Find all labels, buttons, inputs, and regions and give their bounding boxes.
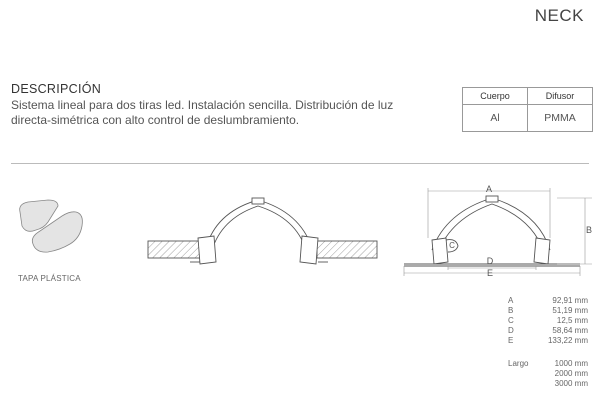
dimension-row	[508, 306, 588, 316]
spec-header-difusor: Difusor	[528, 88, 593, 105]
dimension-value: 58,64 mm	[552, 326, 588, 335]
length-row	[508, 359, 588, 369]
dimension-key: A	[508, 296, 514, 305]
section-title: DESCRIPCIÓN	[11, 82, 102, 96]
product-name: NECK	[534, 6, 584, 25]
spec-header-cuerpo: Cuerpo	[463, 88, 528, 105]
dimension-value: 51,19 mm	[552, 306, 588, 315]
dimension-row	[508, 336, 588, 346]
dimension-value: 12,5 mm	[556, 316, 588, 325]
length-value: 3000 mm	[554, 379, 588, 388]
spec-value-cuerpo: Al	[463, 105, 528, 132]
length-value: 2000 mm	[554, 369, 588, 378]
spec-value-difusor: PMMA	[528, 105, 593, 132]
end-cap-label: TAPA PLÁSTICA	[18, 274, 81, 283]
dimension-value: 92,91 mm	[552, 296, 588, 305]
dim-label-a: A	[485, 184, 493, 194]
dim-label-e: E	[486, 268, 494, 278]
dimension-row	[508, 316, 588, 326]
dimension-key: E	[508, 336, 514, 345]
dimension-row	[508, 296, 588, 306]
dimensions-list	[508, 296, 588, 346]
dimension-row	[508, 326, 588, 336]
length-label: Largo	[508, 359, 529, 368]
dim-label-b: B	[586, 225, 593, 235]
length-row	[508, 379, 588, 389]
end-cap-icon	[20, 200, 83, 252]
dimension-value: 133,22 mm	[547, 336, 588, 345]
lengths-list	[508, 359, 588, 389]
length-value: 1000 mm	[554, 359, 588, 368]
dimension-key: D	[508, 326, 514, 335]
description-text: Sistema lineal para dos tiras led. Instalación sencilla. Distribución de luz directa-simétrica con alto control de deslumbramiento.	[11, 98, 394, 127]
dimension-key: C	[508, 316, 514, 325]
dimension-key: B	[508, 306, 514, 315]
dim-label-d: D	[486, 256, 494, 266]
ceiling-section-drawing	[148, 198, 377, 264]
length-row	[508, 369, 588, 379]
dim-label-c: C	[449, 241, 455, 250]
